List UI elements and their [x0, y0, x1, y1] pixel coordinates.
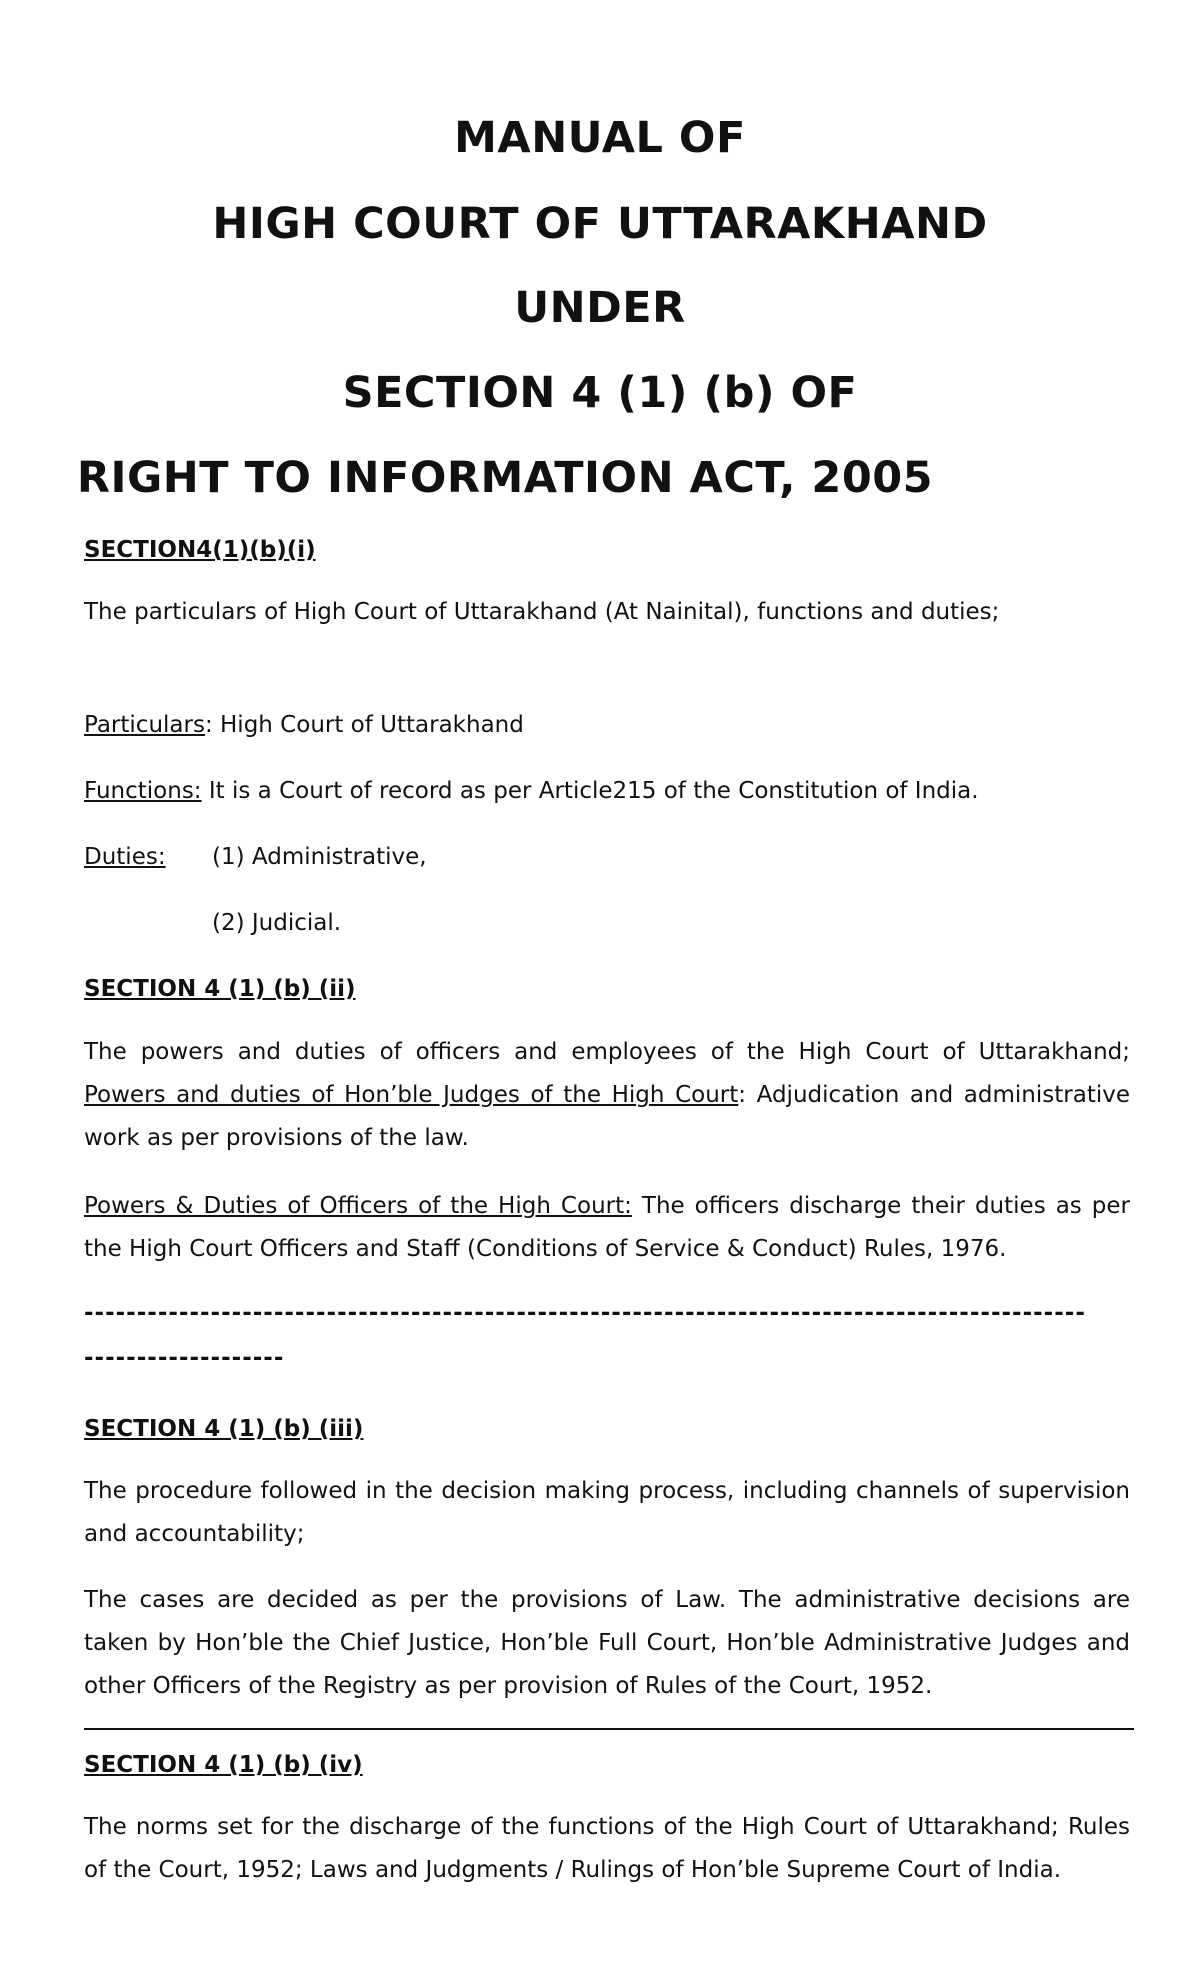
duties-label: Duties:: [84, 844, 166, 870]
functions-line: [84, 778, 979, 804]
particulars-label: Particulars: [84, 712, 205, 738]
judges-powers-text: : Adjudication and administrative work as per provisions of the law.: [84, 1082, 1130, 1151]
functions-text: It is a Court of record as per Article215 of the Constitution of India.: [201, 778, 979, 804]
title-line-4: SECTION 4 (1) (b) OF: [342, 368, 858, 418]
section-ii-intro: The powers and duties of officers and employees of the High Court of Uttarakhand;: [84, 1039, 1130, 1065]
title-line-2: HIGH COURT OF UTTARAKHAND: [212, 199, 988, 249]
officers-powers-label: Powers & Duties of Officers of the High Court:: [84, 1193, 632, 1219]
duty-2: (2) Judicial.: [212, 910, 342, 936]
functions-label: Functions:: [84, 778, 202, 804]
title-line-3: UNDER: [514, 283, 686, 333]
duty-1: (1) Administrative,: [212, 844, 427, 870]
section-iii-intro: The procedure followed in the decision making process, including channels of supervision and accountability;: [84, 1478, 1130, 1547]
section-ii-heading: SECTION 4 (1) (b) (ii): [84, 976, 356, 1002]
officers-powers-text: The officers discharge their duties as per the High Court Officers and Staff (Conditions of Service & Conduct) Rules, 1976.: [84, 1193, 1130, 1262]
particulars-line: [84, 712, 524, 738]
section-iv-heading: SECTION 4 (1) (b) (iv): [84, 1752, 363, 1778]
section-i-heading: SECTION4(1)(b)(i): [84, 537, 316, 563]
horizontal-rule: [84, 1728, 1134, 1730]
title-line-1: MANUAL OF: [454, 113, 746, 163]
section-iii-heading: SECTION 4 (1) (b) (iii): [84, 1416, 364, 1442]
section-i-intro: The particulars of High Court of Uttarakhand (At Nainital), functions and duties;: [84, 599, 1000, 625]
officers-powers-para: [84, 1185, 1130, 1271]
dashed-separator-1: -----------------------------------------------------------------------------------------------: [84, 1300, 1086, 1326]
dashed-separator-2: -------------------: [84, 1345, 285, 1371]
section-iv-body: The norms set for the discharge of the functions of the High Court of Uttarakhand; Rules of the Court, 1952; Laws and Judgments / Rulings of Hon’ble Supreme Court of India.: [84, 1814, 1130, 1883]
section-iii-body: The cases are decided as per the provisions of Law. The administrative decisions are taken by Hon’ble the Chief Justice, Hon’ble Full Court, Hon’ble Administrative Judges and other Officers of the Registry as per provision of Rules of the Court, 1952.: [84, 1587, 1130, 1699]
particulars-text: : High Court of Uttarakhand: [204, 712, 524, 738]
judges-powers-label: Powers and duties of Hon’ble Judges of the High Court: [84, 1082, 739, 1108]
section-ii-body: [84, 1031, 1130, 1160]
title-line-5: RIGHT TO INFORMATION ACT, 2005: [76, 453, 934, 503]
